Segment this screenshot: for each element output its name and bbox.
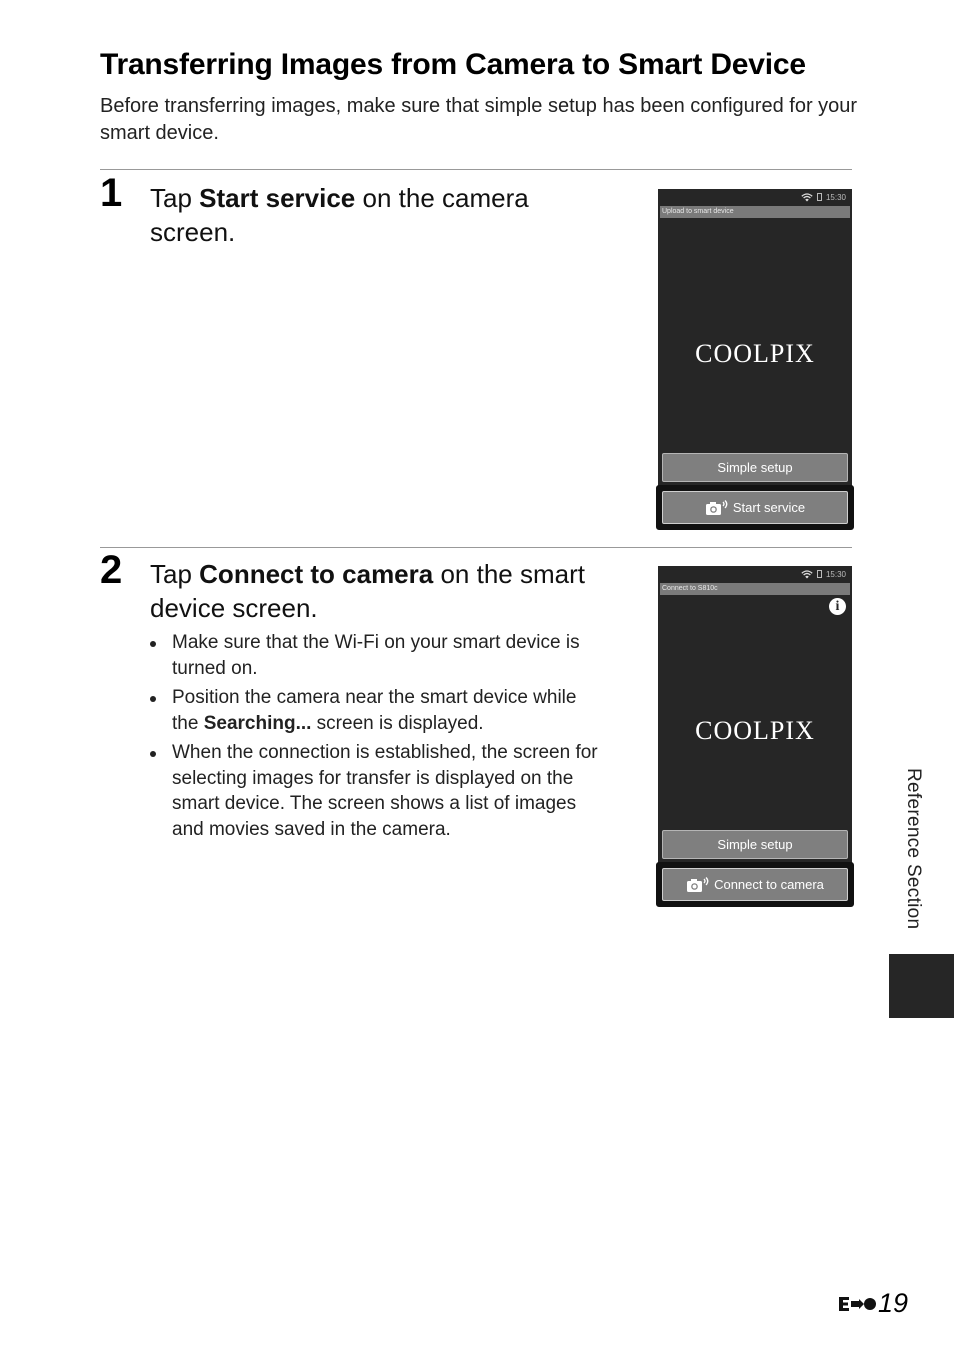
step-1-post: on the camera screen. xyxy=(150,183,529,247)
step-2-bullet-list xyxy=(150,630,600,846)
wifi-icon xyxy=(801,193,813,202)
status-time: 15:30 xyxy=(825,569,846,579)
section-side-label: Reference Section xyxy=(903,768,924,930)
start-service-button[interactable] xyxy=(662,491,848,524)
e-section-icon xyxy=(837,1293,877,1315)
bullet-text-post: screen is displayed. xyxy=(311,712,484,734)
camera-screen-1 xyxy=(658,189,852,526)
bullet-text: Make sure that the Wi-Fi on your smart device is turned on. xyxy=(172,632,580,679)
screen-header: Connect to S810c xyxy=(660,583,850,595)
page-number xyxy=(837,1288,908,1319)
bullet-dot xyxy=(150,696,156,702)
divider-step-1 xyxy=(100,169,852,170)
step-2-number: 2 xyxy=(100,548,123,592)
connect-to-camera-button[interactable] xyxy=(662,868,848,901)
camera-wireless-icon xyxy=(686,877,710,893)
step-1-number: 1 xyxy=(100,171,123,215)
bullet-item xyxy=(150,630,600,681)
bullet-text: When the connection is established, the screen for selecting images for transfer is displayed on the smart device. The screen shows a list of images and movies saved in the camera. xyxy=(172,742,598,840)
status-time: 15:30 xyxy=(825,192,846,202)
battery-icon xyxy=(817,570,822,578)
bullet-item xyxy=(150,740,600,842)
simple-setup-button[interactable]: Simple setup xyxy=(662,830,848,859)
coolpix-logo: COOLPIX xyxy=(695,716,815,745)
smart-device-screen xyxy=(658,566,852,903)
status-bar xyxy=(801,191,846,203)
page-title: Transferring Images from Camera to Smart Device xyxy=(100,48,806,81)
step-2-pre: Tap xyxy=(150,559,200,589)
step-2-bold: Connect to camera xyxy=(199,559,434,589)
bullet-item xyxy=(150,685,600,736)
bullet-dot xyxy=(150,751,156,757)
page-number-text: 19 xyxy=(877,1288,908,1318)
start-service-button-frame xyxy=(656,485,854,530)
bullet-dot xyxy=(150,641,156,647)
intro-text: Before transferring images, make sure that simple setup has been configured for your smart device. xyxy=(100,95,858,144)
coolpix-logo: COOLPIX xyxy=(695,339,815,368)
connect-to-camera-button-frame xyxy=(656,862,854,907)
step-2-post: on the smart device screen. xyxy=(150,559,585,623)
simple-setup-button[interactable]: Simple setup xyxy=(662,453,848,482)
wifi-icon xyxy=(801,570,813,579)
info-icon[interactable]: i xyxy=(829,598,846,615)
bullet-text-pre: Position the camera near the smart device while the xyxy=(172,687,577,734)
step-1-bold: Start service xyxy=(199,183,356,213)
section-tab-marker xyxy=(889,954,954,1018)
step-2-instruction xyxy=(150,557,610,625)
step-1-pre: Tap xyxy=(150,183,200,213)
bullet-text-bold: Searching... xyxy=(203,712,312,734)
step-1-instruction xyxy=(150,181,610,249)
screen-header: Upload to smart device xyxy=(660,206,850,218)
status-bar xyxy=(801,568,846,580)
battery-icon xyxy=(817,193,822,201)
divider-step-2 xyxy=(100,547,852,548)
start-service-label: Start service xyxy=(732,500,806,515)
connect-to-camera-label: Connect to camera xyxy=(714,877,824,892)
camera-wireless-icon xyxy=(705,500,729,516)
